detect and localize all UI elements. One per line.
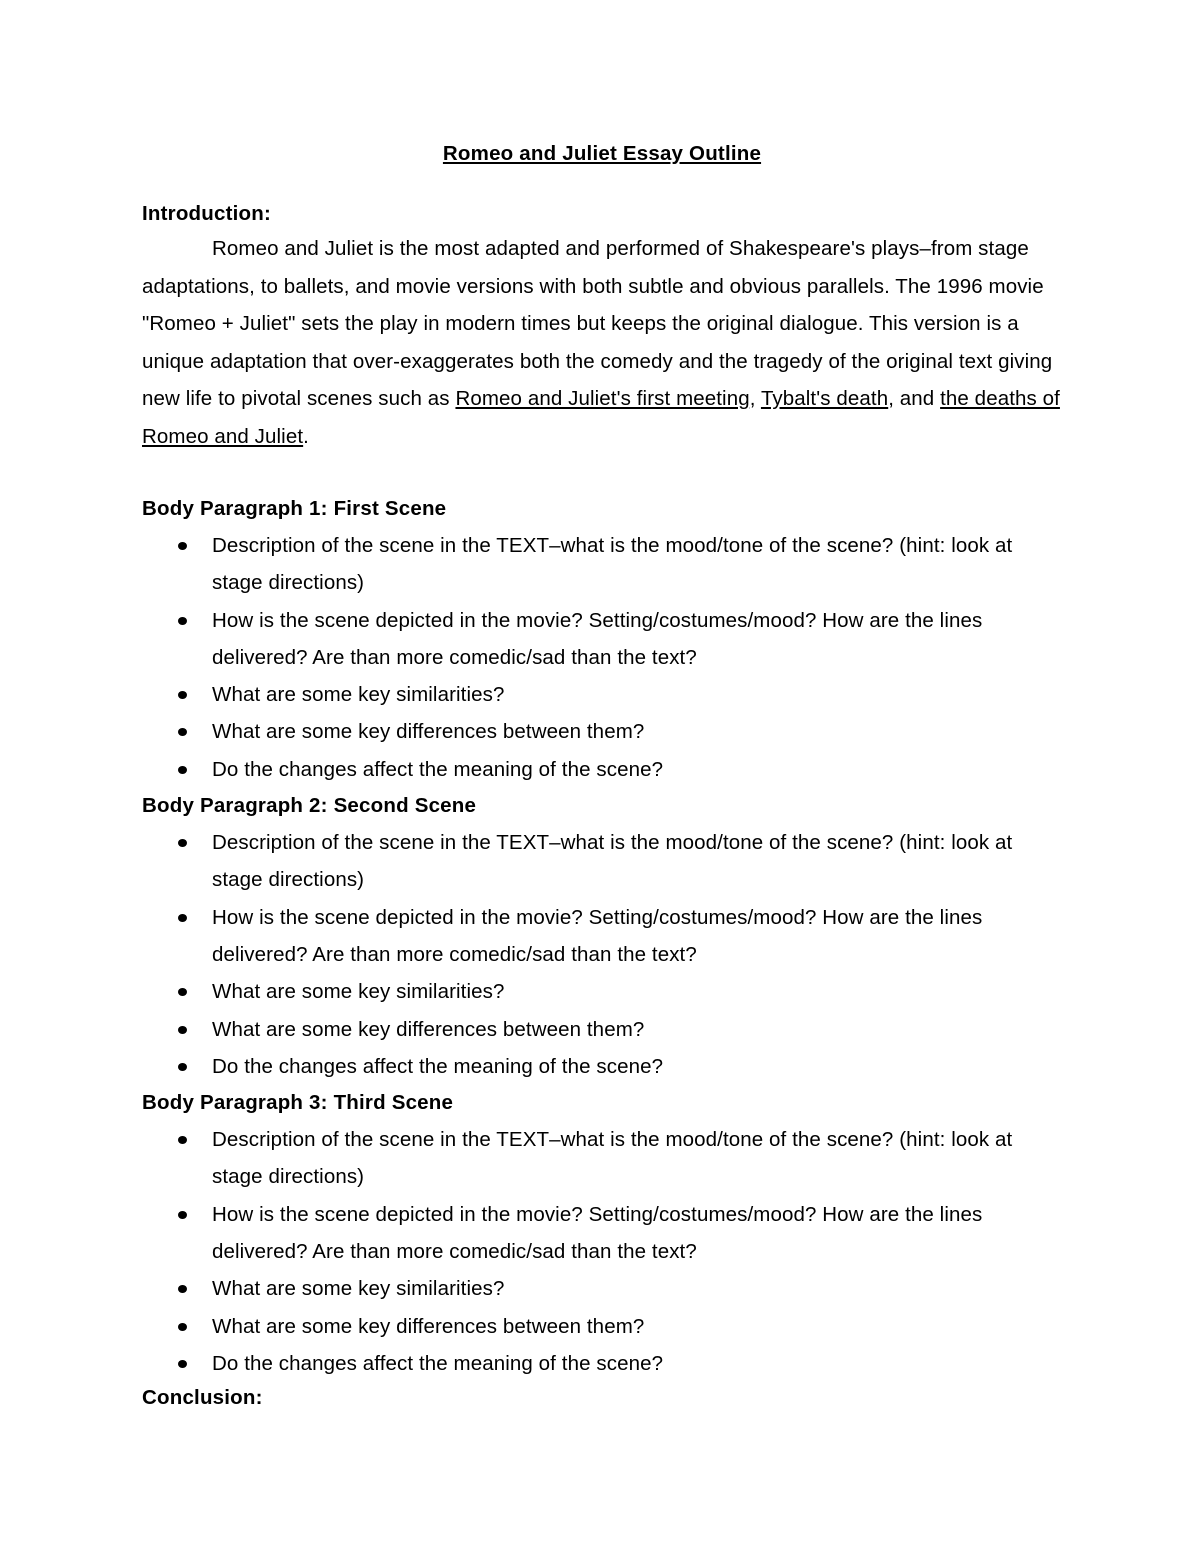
list-item-text: How is the scene depicted in the movie? Setting/costumes/mood? How are the lines delivered? Are than more comedic/sad than the text? (212, 905, 983, 966)
list-item (142, 1121, 1062, 1196)
list-item (142, 1011, 1062, 1048)
bullet-icon (178, 542, 187, 550)
list-item (142, 1345, 1062, 1382)
bullet-icon (178, 914, 187, 922)
list-item (142, 527, 1062, 602)
body-paragraph-2-section (142, 788, 1062, 1085)
list-item-text: Do the changes affect the meaning of the scene? (212, 1054, 664, 1078)
bullet-icon (178, 1211, 187, 1219)
intro-text: Romeo and Juliet is the most adapted and performed of Shakespeare's plays–from stage adaptations, to ballets, and movie versions with both subtle and obvious parallels. The 1996 movie "Romeo + Juliet" sets the play in modern times but keeps the original dialogue. This version is a unique adaptation that over-exaggerates both the comedy and the tragedy of the original text giving new life to pivotal scenes such as (142, 237, 1053, 410)
introduction-heading: Introduction: (142, 202, 271, 225)
list-item-text: Do the changes affect the meaning of the scene? (212, 757, 664, 781)
bullet-icon (178, 728, 187, 736)
bullet-icon (178, 1323, 187, 1331)
list-item (142, 899, 1062, 974)
bullet-icon (178, 1285, 187, 1293)
list-item (142, 1048, 1062, 1085)
list-item-text: What are some key similarities? (212, 980, 505, 1004)
bullet-icon (178, 1063, 187, 1071)
body-paragraph-3-heading: Body Paragraph 3: Third Scene (142, 1091, 454, 1115)
list-item-text: What are some key differences between them? (212, 720, 645, 744)
intro-separator: , (749, 387, 761, 410)
bullet-icon (178, 1026, 187, 1034)
intro-underlined-deaths: the deaths of Romeo and Juliet (142, 387, 1060, 448)
body-paragraph-3-list (142, 1121, 1062, 1382)
intro-separator: , and (888, 387, 941, 410)
list-item-text: Do the changes affect the meaning of the scene? (212, 1351, 664, 1375)
intro-underlined-tybalt-death: Tybalt's death (760, 387, 889, 410)
list-item-text: Description of the scene in the TEXT–what is the mood/tone of the scene? (hint: look at stage directions) (212, 534, 1013, 595)
list-item-text: Description of the scene in the TEXT–what is the mood/tone of the scene? (hint: look at stage directions) (212, 1128, 1013, 1189)
list-item (142, 1196, 1062, 1271)
list-item-text: Description of the scene in the TEXT–what is the mood/tone of the scene? (hint: look at stage directions) (212, 831, 1013, 892)
bullet-icon (178, 1136, 187, 1144)
list-item-text: What are some key differences between them? (212, 1017, 645, 1041)
list-item (142, 751, 1062, 788)
list-item-text: What are some key differences between them? (212, 1314, 645, 1338)
document-content (142, 138, 1062, 1414)
bullet-icon (178, 766, 187, 774)
body-paragraph-1-section (142, 491, 1062, 788)
list-item (142, 1270, 1062, 1307)
paragraph-spacer (142, 455, 1062, 491)
list-item (142, 713, 1062, 750)
document-title: Romeo and Juliet Essay Outline (442, 142, 762, 165)
list-item (142, 602, 1062, 677)
bullet-icon (178, 1360, 187, 1368)
body-paragraph-1-list (142, 527, 1062, 788)
list-item (142, 973, 1062, 1010)
list-item-text: How is the scene depicted in the movie? Setting/costumes/mood? How are the lines delivered? Are than more comedic/sad than the text? (212, 608, 983, 669)
body-paragraph-1-heading: Body Paragraph 1: First Scene (142, 497, 447, 520)
body-paragraph-2-heading: Body Paragraph 2: Second Scene (142, 794, 477, 818)
list-item (142, 1308, 1062, 1345)
body-paragraph-3-section (142, 1085, 1062, 1382)
bullet-icon (178, 617, 187, 625)
bullet-icon (178, 988, 187, 996)
list-item (142, 824, 1062, 899)
conclusion-heading: Conclusion: (142, 1386, 263, 1410)
body-paragraph-2-list (142, 824, 1062, 1085)
list-item-text: What are some key similarities? (212, 1277, 505, 1301)
bullet-icon (178, 839, 187, 847)
introduction-paragraph (142, 230, 1062, 455)
list-item-text: How is the scene depicted in the movie? Setting/costumes/mood? How are the lines delivered? Are than more comedic/sad than the text? (212, 1202, 983, 1264)
intro-underlined-first-meeting: Romeo and Juliet's first meeting (455, 387, 750, 410)
list-item-text: What are some key similarities? (212, 683, 505, 707)
intro-period: . (303, 424, 309, 448)
list-item (142, 676, 1062, 713)
bullet-icon (178, 691, 187, 699)
